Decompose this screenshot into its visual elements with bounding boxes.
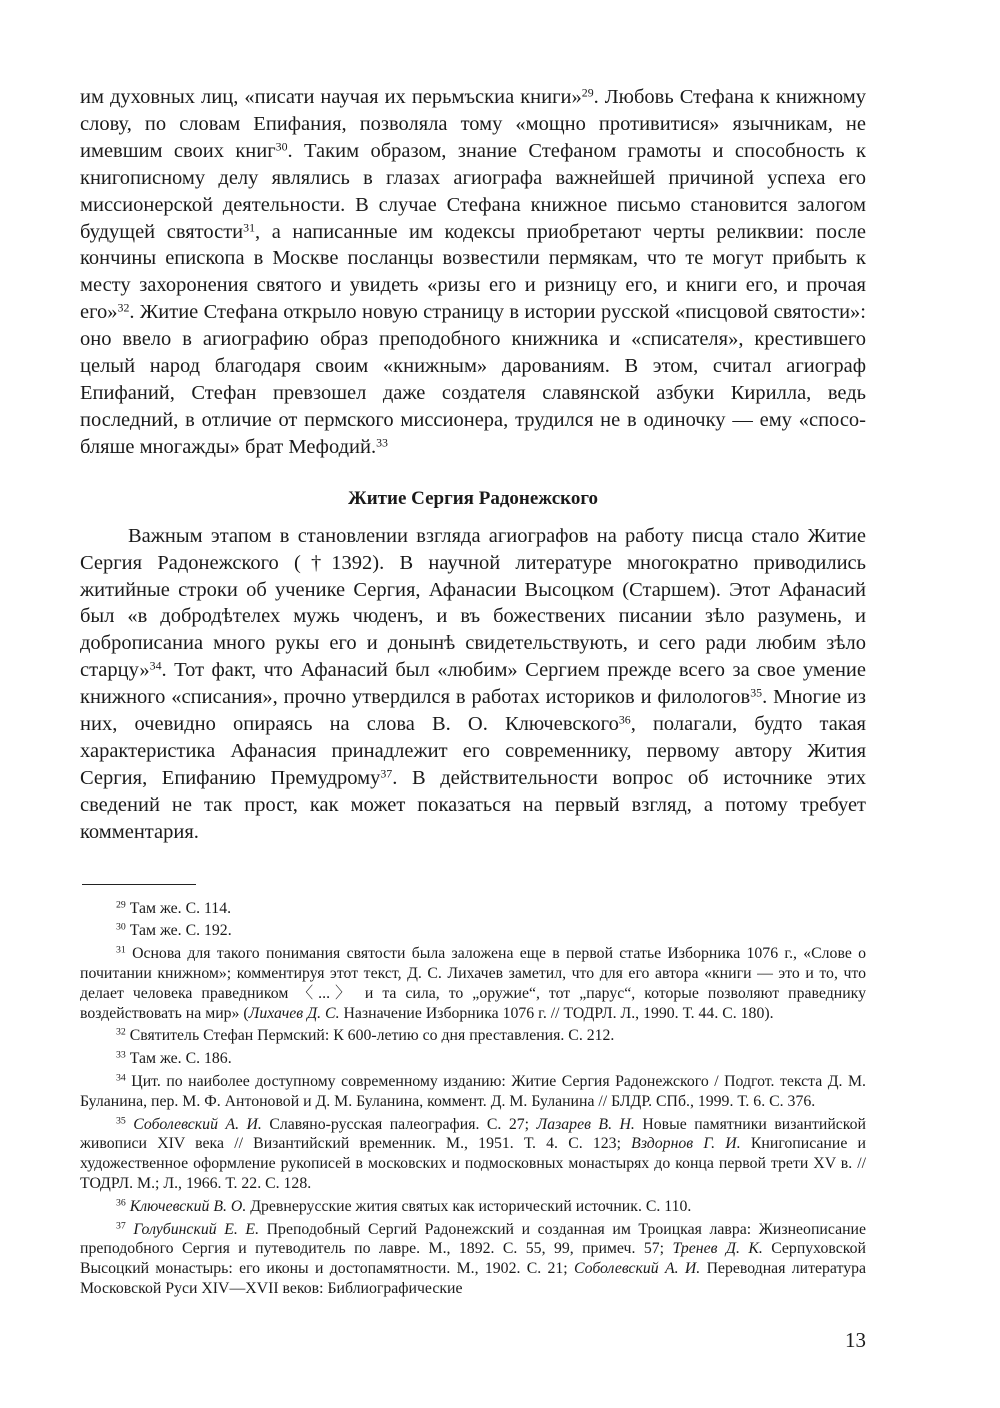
text-run: . Тот факт, что Афанасий был «любим» Сергием прежде всего за свое умение книжного «списания», прочно утвердился в работах историков и филологов xyxy=(80,659,866,709)
footnote-ref[interactable]: 36 xyxy=(618,712,631,727)
footnote-number: 30 xyxy=(116,921,126,933)
author-name: Ключевский В. О. xyxy=(129,1197,247,1215)
footnote-text: Там же. С. 114. xyxy=(129,899,232,917)
author-name: Лазарев В. Н. xyxy=(536,1115,635,1133)
footnote-text: Переводная литература Московской Руси XIV—XVII веков: Библиографические xyxy=(80,1260,867,1297)
footnote-number: 29 xyxy=(116,899,126,911)
footnote-number: 36 xyxy=(116,1197,126,1209)
footnote-number: 34 xyxy=(116,1072,126,1084)
paragraph-sergius xyxy=(80,523,866,846)
author-name: Лихачев Д. С. xyxy=(248,1004,340,1022)
footnote-35 xyxy=(80,1115,866,1194)
text-run: , полагали, будто такая характеристика Афанасия принадлежит его современнику, первому автору Жития Сергия, Епифанию Премудрому xyxy=(80,713,866,789)
paragraph-stefan xyxy=(80,84,866,461)
author-name: Соболевский А. И. xyxy=(133,1115,262,1133)
footnote-ref[interactable]: 31 xyxy=(243,220,256,234)
footnote-ref[interactable]: 30 xyxy=(275,139,288,154)
text-run: . Житие Стефана открыло новую страницу в истории русской «писцовой святости»: оно ввело в агиографию образ преподобного книжника и «списателя», крестившего целый народ благодаря своим «книжным» дарованиям. В этом, считал агиограф Епифаний, Стефан превзошел даже создателя славянской азбуки Кирилла, ведь последний, в отличие от пермского миссионера, трудился не в одиночку — ему «способляше многажды» брат Мефодий. xyxy=(80,301,866,458)
footnote-number: 33 xyxy=(116,1049,126,1061)
text-run: , а написанные им кодексы приобретают черты реликвии: после кончины епископа в Москве посланцы возвестили пермякам, что те могут прибыть к месту захоронения святого и увидеть «ризы его и ризницу его, и книги его, и прочая его» xyxy=(80,220,866,324)
text-run: . В действительности вопрос об источнике этих сведений не так прост, как может показаться на первый взгляд, а потому требует комментария. xyxy=(80,766,866,843)
text-run: . Многие из них, очевидно опираясь на слова В. О. Ключевского xyxy=(80,686,866,736)
author-name: Вздорнов Г. И. xyxy=(631,1135,741,1153)
footnote-ref[interactable]: 35 xyxy=(750,685,763,700)
author-name: Тренев Д. К. xyxy=(672,1240,763,1258)
footnote-text: Там же. С. 186. xyxy=(129,1050,232,1068)
footnote-ref[interactable]: 37 xyxy=(380,766,393,781)
footnote-34 xyxy=(80,1072,866,1112)
footnote-33 xyxy=(80,1049,866,1069)
footnote-number: 32 xyxy=(116,1026,126,1038)
footnote-text: Святитель Стефан Пермский: К 600-летию со дня преставления. С. 212. xyxy=(129,1027,615,1045)
footnote-ref[interactable]: 33 xyxy=(376,435,388,450)
footnote-text: Книгописание и художественное оформление рукописей в московских и подмосковных монастырях до конца первой трети XV в. // ТОДРЛ. М.; Л., 1966. Т. 22. С. 128. xyxy=(80,1135,866,1192)
footnote-number: 31 xyxy=(116,944,126,956)
footnote-32 xyxy=(80,1026,866,1046)
author-name: Соболевский А. И. xyxy=(573,1260,701,1278)
footnote-text: Основа для такого понимания святости была заложена еще в первой статье Изборника 1076 г., «Слове о почитании книжном»; комментируя этот текст, Д. С. Лихачев заметил, что для его автора «книги — это и то, что делает человека праведником 〈...〉 и та сила, то „оружие“, тот „парус“, которые позволяют праведнику воздействовать на мир» ( xyxy=(80,945,867,1022)
section-heading: Житие Сергия Радонежского xyxy=(347,487,599,509)
footnote-text: Славяно-русская палеография. С. 27; xyxy=(261,1115,537,1133)
footnote-37 xyxy=(80,1220,866,1299)
footnote-text: Назначение Изборника 1076 г. // ТОДРЛ. Л., 1990. Т. 44. С. 180). xyxy=(339,1004,774,1022)
body-text xyxy=(80,84,866,846)
footnote-ref[interactable]: 34 xyxy=(149,658,162,673)
footnote-text: Преподобный Сергий Радонежский и созданная им Троицкая лавра: Жизнеописание преподобного Сергия и путеводитель по лавре. М., 1892. С. 55, 99, примеч. 57; xyxy=(80,1220,867,1258)
page-number: 13 xyxy=(845,1328,866,1352)
footnote-text: Цит. по наиболее доступному современному изданию: Житие Сергия Радонежского / Подгот. текста Д. М. Буланина, пер. М. Ф. Антоновой и Д. М. Буланина, коммент. Д. М. Буланина // БЛДР. СПб., 1999. Т. 6. С. 376. xyxy=(80,1072,867,1110)
footnote-ref[interactable]: 29 xyxy=(581,85,594,100)
footnote-text: Древнерусские жития святых как исторический источник. С. 110. xyxy=(246,1197,692,1215)
text-run: им духовных лиц, «писати научая их перьмъскиа книги» xyxy=(80,86,582,108)
footnote-text: Там же. С. 192. xyxy=(129,922,232,940)
text-run: . Таким образом, знание Стефаном грамоты и способность к книгописному делу являлись в глазах агиографа важнейшей причиной успеха его миссионерской деятельности. В случае Стефана книжное письмо становится залогом будущей святости xyxy=(80,139,866,243)
text-run: Важным этапом в становлении взгляда агиографов на работу писца стало Житие Сергия Радонежского (†1392). В научной литературе многократно приводились житийные строки об ученике Сергия, Афанасии Высоцком (Старшем). Этот Афанасий был «в добродѣтелех мужь чюденъ, и въ божествених писании зѣло разумень, и доброписаниа много рукы его и донынѣ свидетельствують, и сего ради любим зѣло старцу» xyxy=(80,524,866,682)
book-page xyxy=(80,84,866,1302)
footnote-number: 37 xyxy=(116,1220,126,1232)
author-name: Голубинский Е. Е. xyxy=(133,1220,260,1238)
footnote-number: 35 xyxy=(116,1115,126,1127)
footnotes xyxy=(80,899,866,1299)
footnote-30 xyxy=(80,921,866,941)
footnote-36 xyxy=(80,1197,866,1217)
footnote-ref[interactable]: 32 xyxy=(117,300,130,315)
footnote-separator xyxy=(82,884,196,885)
text-run: . Любовь Стефана к книжному слову, по словам Епифания, позволяла тому «мощно противитися» язычникам, не имевшим своих книг xyxy=(80,86,867,162)
footnote-text: Серпуховской Высоцкий монастырь: его иконы и достопамятности. М., 1902. С. 21; xyxy=(80,1240,866,1278)
footnote-31 xyxy=(80,944,866,1023)
footnote-text: Новые памятники византийской живописи XIV века // Византийский временник. М., 1951. Т. 4. С. 123; xyxy=(80,1115,867,1153)
footnote-29 xyxy=(80,899,866,919)
